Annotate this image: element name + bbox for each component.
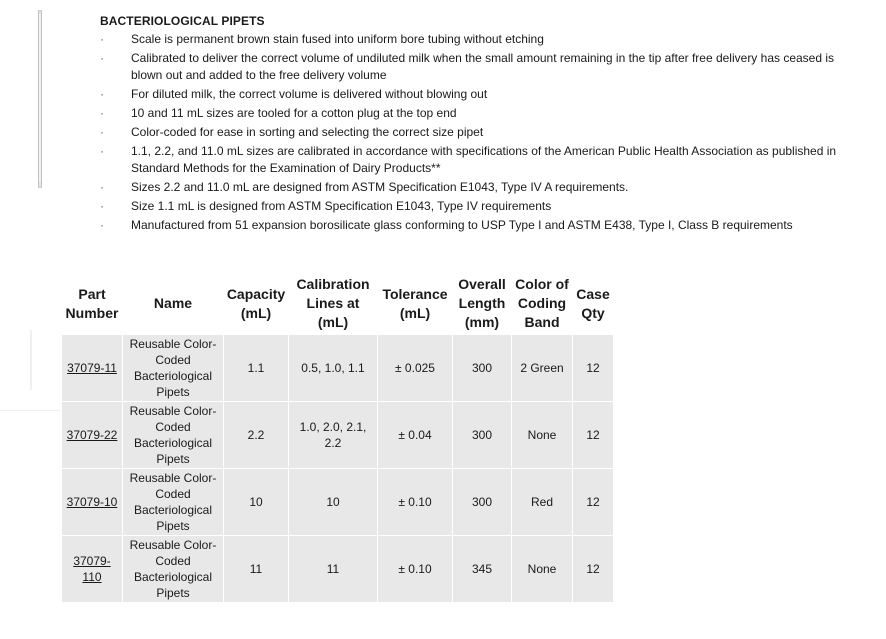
section-heading: BACTERIOLOGICAL PIPETS [100,14,265,28]
part-number-cell [62,536,122,602]
table-body [62,335,613,602]
bullet-marker: · [100,180,104,194]
bullet-marker: · [100,32,104,46]
feature-item [100,143,860,177]
table-header-row [62,273,613,334]
case-qty-header: Case Qty [573,273,613,334]
overall-length-cell: 300 [453,469,511,535]
overall-length-cell: 300 [453,335,511,401]
part-number-cell [62,335,122,401]
feature-text: For diluted milk, the correct volume is delivered without blowing out [131,87,488,101]
coding-band-color-cell: None [512,536,572,602]
part-number-cell [62,469,122,535]
table-row [62,335,613,401]
background-divider [30,330,32,390]
feature-list [100,31,860,236]
feature-item [100,198,860,215]
part-number-cell [62,402,122,468]
calibration-lines-header: Calibration Lines at (mL) [289,273,377,334]
name-cell: Reusable Color-Coded Bacteriological Pipets [123,335,223,401]
feature-text: Size 1.1 mL is designed from ASTM Specification E1043, Type IV requirements [131,199,552,213]
capacity-cell: 11 [224,536,288,602]
calibration-lines-cell: 10 [289,469,377,535]
bullet-marker: · [100,199,104,213]
feature-text: Color-coded for ease in sorting and selecting the correct size pipet [131,125,484,139]
background-divider [0,410,60,411]
part-number-link[interactable]: 37079-22 [66,428,118,442]
part-number-link[interactable]: 37079-11 [67,361,117,375]
name-header: Name [123,273,223,334]
feature-text: 1.1, 2.2, and 11.0 mL sizes are calibrated in accordance with specifications of the American Public Health Association as published in Standard Methods for the Examination of Dairy Products** [131,144,837,175]
calibration-lines-cell: 0.5, 1.0, 1.1 [289,335,377,401]
table-row [62,469,613,535]
tolerance-header: Tolerance (mL) [378,273,452,334]
pipet-image [36,10,44,188]
name-cell: Reusable Color-Coded Bacteriological Pipets [123,469,223,535]
case-qty-cell: 12 [573,536,613,602]
capacity-cell: 1.1 [224,335,288,401]
tolerance-cell: ± 0.04 [378,402,452,468]
feature-item [100,124,860,141]
feature-item [100,217,860,234]
coding-band-color-cell: Red [512,469,572,535]
overall-length-cell: 345 [453,536,511,602]
feature-text: Scale is permanent brown stain fused into uniform bore tubing without etching [131,32,544,46]
bullet-marker: · [100,144,104,158]
bullet-marker: · [100,87,104,101]
capacity-cell: 2.2 [224,402,288,468]
feature-item [100,31,860,48]
table-row [62,536,613,602]
capacity-cell: 10 [224,469,288,535]
name-cell: Reusable Color-Coded Bacteriological Pipets [123,536,223,602]
calibration-lines-cell: 11 [289,536,377,602]
part-number-link[interactable]: 37079-110 [73,554,111,584]
table-row [62,402,613,468]
feature-item [100,50,860,84]
feature-text: 10 and 11 mL sizes are tooled for a cotton plug at the top end [131,106,457,120]
part-number-link[interactable]: 37079-10 [66,495,118,509]
case-qty-cell: 12 [573,469,613,535]
feature-item [100,105,860,122]
coding-band-color-cell: 2 Green [512,335,572,401]
feature-text: Calibrated to deliver the correct volume of undiluted milk when the small amount remaining in the tip after free delivery has ceased is blown out and added to the free delivery volume [131,51,835,82]
case-qty-cell: 12 [573,402,613,468]
overall-length-header: Overall Length (mm) [453,273,511,334]
feature-text: Manufactured from 51 expansion borosilicate glass conforming to USP Type I and ASTM E438, Type I, Class B requirements [131,218,793,232]
capacity-header: Capacity (mL) [224,273,288,334]
case-qty-cell: 12 [573,335,613,401]
product-spec-table [61,272,614,603]
feature-item [100,86,860,103]
coding-band-color-header: Color of Coding Band [512,273,572,334]
feature-item [100,179,860,196]
tolerance-cell: ± 0.10 [378,536,452,602]
name-cell: Reusable Color-Coded Bacteriological Pipets [123,402,223,468]
bullet-marker: · [100,51,104,65]
bullet-marker: · [100,218,104,232]
coding-band-color-cell: None [512,402,572,468]
calibration-lines-cell: 1.0, 2.0, 2.1, 2.2 [289,402,377,468]
bullet-marker: · [100,125,104,139]
tolerance-cell: ± 0.025 [378,335,452,401]
tolerance-cell: ± 0.10 [378,469,452,535]
part-number-header: Part Number [62,273,122,334]
bullet-marker: · [100,106,104,120]
feature-text: Sizes 2.2 and 11.0 mL are designed from ASTM Specification E1043, Type IV A requirements. [131,180,629,194]
overall-length-cell: 300 [453,402,511,468]
